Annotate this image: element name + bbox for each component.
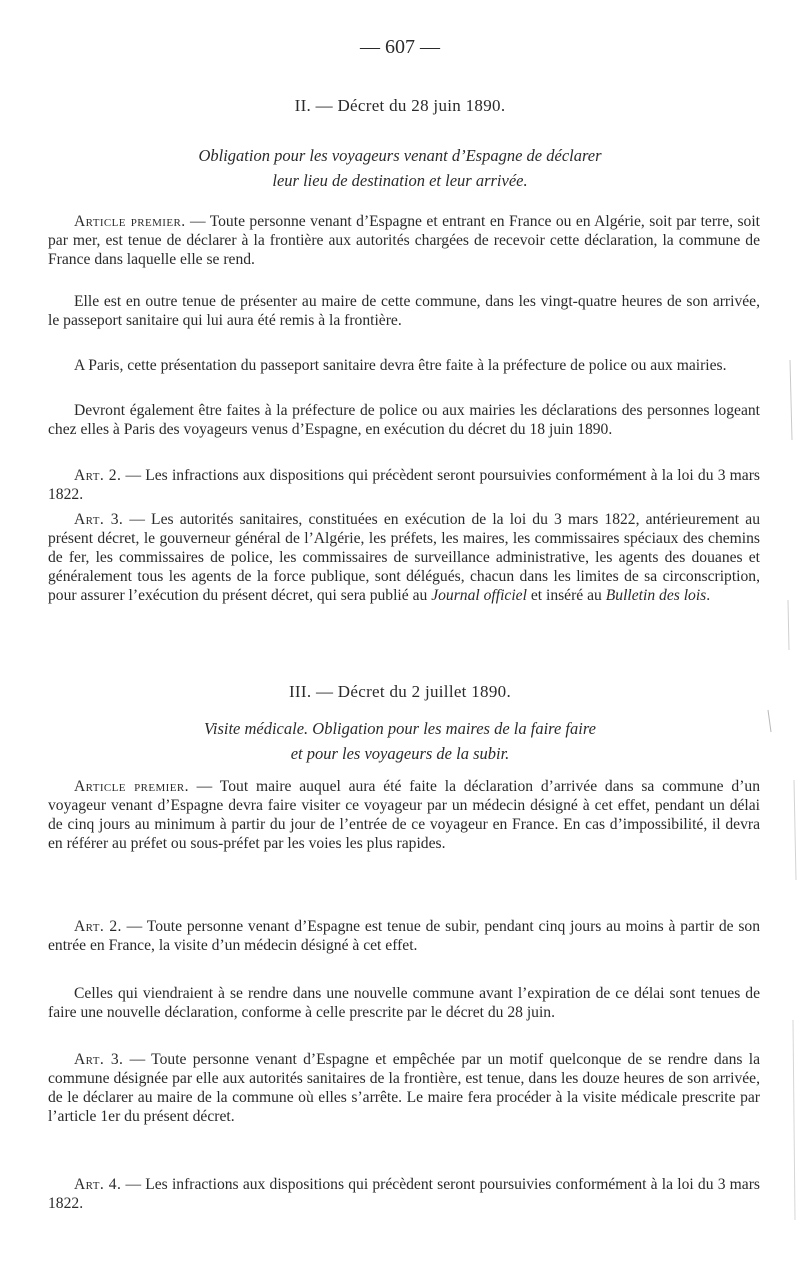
article-label: Art. 2.	[74, 467, 122, 484]
section-subtitle-iii	[60, 716, 740, 766]
article-label: Art. 2.	[74, 918, 122, 935]
article-text: — Tout maire auquel aura été faite la déclaration d’arrivée dans sa commune d’un voyageur venant d’Espagne devra faire visiter ce voyageur par un médecin désigné à cet effet, pendant un délai de cinq jours au minimum à partir du jour de l’entrée de ce voyageur en France. En cas d’impossibilité, il devra en référer au préfet ou sous-préfet par les voies les plus rapides.	[48, 778, 760, 852]
subtitle-line: Visite médicale. Obligation pour les maires de la faire faire	[204, 719, 596, 738]
section-heading-ii: II. — Décret du 28 juin 1890.	[294, 96, 506, 115]
paragraph: Elle est en outre tenue de présenter au maire de cette commune, dans les vingt-quatre heures de son arrivée, le passeport sanitaire qui lui aura été remis à la frontière.	[48, 293, 760, 329]
article-2-paragraph	[48, 917, 760, 955]
subtitle-line: Obligation pour les voyageurs venant d’Espagne de déclarer	[198, 146, 602, 165]
bulletin-reference: Bulletin des lois	[605, 587, 707, 604]
paragraph: Devront également être faites à la préfecture de police ou aux mairies les déclarations des personnes logeant chez elles à Paris des voyageurs venus d’Espagne, en exécution du décret du 18 juin 1890.	[48, 402, 760, 438]
article-text: — Toute personne venant d’Espagne et entrant en France ou en Algérie, soit par terre, soit par mer, est tenue de déclarer à la frontière aux autorités chargées de recevoir cette déclaration, la commune de France dans laquelle elle se rend.	[48, 213, 761, 268]
article-3-paragraph	[48, 510, 760, 605]
paragraph: Celles qui viendraient à se rendre dans une nouvelle commune avant l’expiration de ce délai sont tenues de faire une nouvelle déclaration, conforme à celle prescrite par le décret du 28 juin.	[48, 985, 760, 1021]
paragraph: A Paris, cette présentation du passeport sanitaire devra être faite à la préfecture de police ou aux mairies.	[74, 357, 727, 374]
article-2-paragraph	[48, 466, 760, 504]
article-text: — Toute personne venant d’Espagne est tenue de subir, pendant cinq jours au moins à partir de son entrée en France, la visite d’un médecin désigné à cet effet.	[48, 918, 761, 954]
article-label: Article premier.	[74, 778, 189, 795]
page-number: — 607 —	[360, 36, 440, 58]
article-label: Art. 3.	[74, 511, 124, 528]
section-subtitle-ii	[60, 143, 740, 193]
article-1-paragraph	[48, 777, 760, 853]
article-label: Article premier.	[74, 213, 186, 230]
article-text: .	[706, 587, 711, 604]
section-heading-iii: III. — Décret du 2 juillet 1890.	[288, 682, 512, 701]
article-text: et inséré au	[526, 587, 606, 604]
article-text: — Les infractions aux dispositions qui précèdent seront poursuivies conformément à la loi du 3 mars 1822.	[48, 1176, 760, 1212]
article-text: — Toute personne venant d’Espagne et empêchée par un motif quelconque de se rendre dans la commune désignée par elle aux autorités sanitaires de la frontière, est tenue, dans les douze heures de son arrivée, de le déclarer au maire de la commune où elles s’arrête. Le maire fera procéder à la visite médicale prescrite par l’article 1er du présent décret.	[48, 1051, 760, 1125]
subtitle-line: et pour les voyageurs de la subir.	[290, 744, 510, 763]
article-text: — Les autorités sanitaires, constituées en exécution de la loi du 3 mars 1822, antérieurement au présent décret, le gouverneur général de l’Algérie, les préfets, les maires, les commissaires spéciaux des chemins de fer, les commissaires de police, les commissaires de surveillance administrative, les agents des douanes et généralement tous les agents de la force publique, sont délégués, chacun dans les limites de sa circonscription, pour assurer l’exécution du présent décret, qui sera publié au	[48, 511, 760, 604]
article-3-paragraph	[48, 1050, 760, 1126]
article-text: — Les infractions aux dispositions qui précèdent seront poursuivies conformément à la loi du 3 mars 1822.	[48, 467, 760, 503]
article-label: Art. 4.	[74, 1176, 122, 1193]
scan-edge-marks	[760, 180, 800, 1261]
journal-reference: Journal officiel	[431, 587, 527, 604]
article-1-paragraph	[48, 212, 760, 269]
subtitle-line: leur lieu de destination et leur arrivée.	[272, 171, 528, 190]
article-label: Art. 3.	[74, 1051, 124, 1068]
article-4-paragraph	[48, 1175, 760, 1213]
